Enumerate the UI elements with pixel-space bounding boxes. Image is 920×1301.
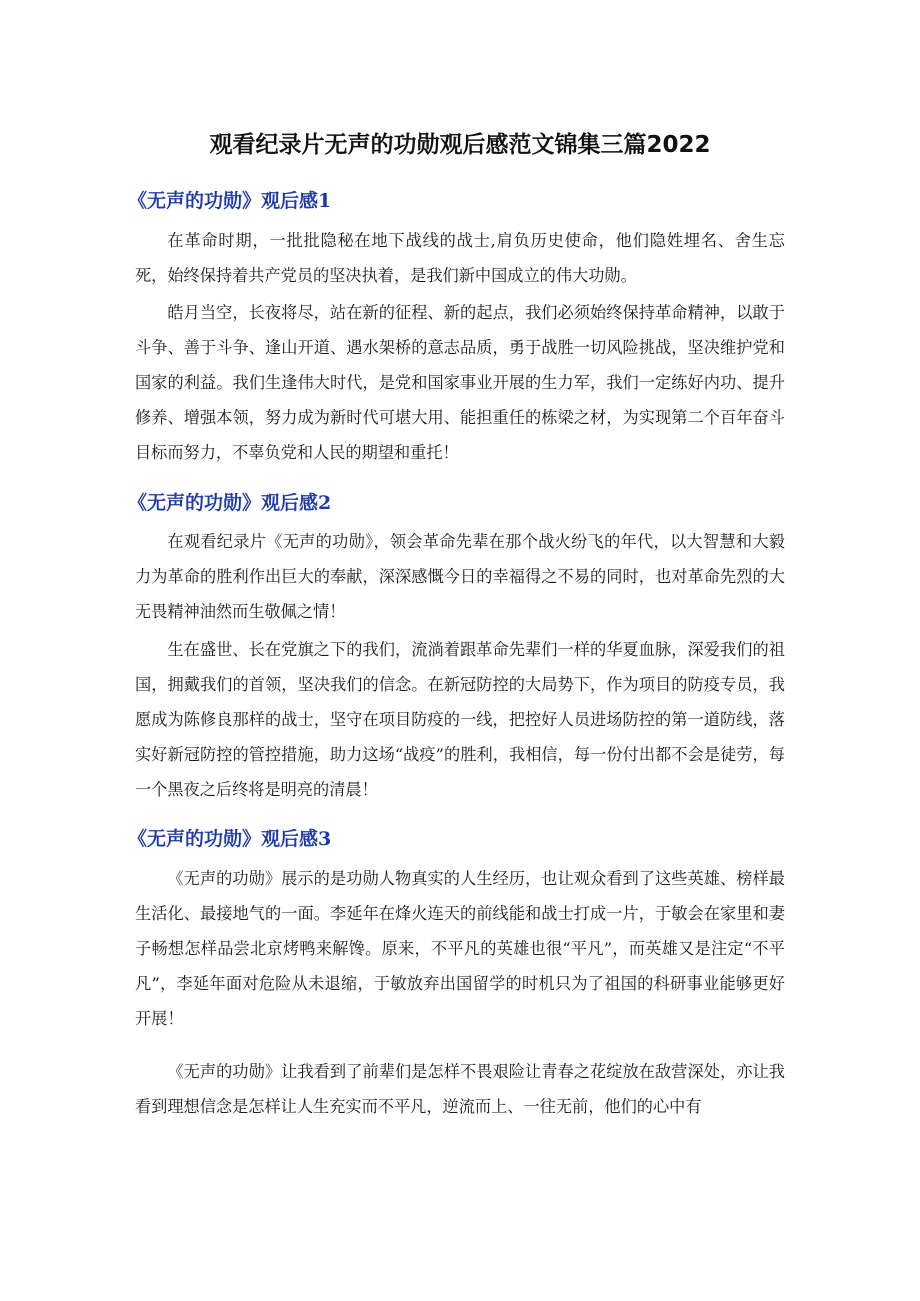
paragraph: 在革命时期，一批批隐秘在地下战线的战士,肩负历史使命，他们隐姓埋名、舍生忘死，始终保持着共产党员的坚决执着，是我们新中国成立的伟大功勋。 [135, 231, 785, 285]
paragraph: 《无声的功勋》展示的是功勋人物真实的人生经历，也让观众看到了这些英雄、榜样最生活化、最接地气的一面。李延年在烽火连天的前线能和战士打成一片，于敏会在家里和妻子畅想怎样品尝北京烤鸭来解馋。原来，不平凡的英雄也很“平凡”，而英雄又是注定“不平凡”，李延年面对危险从未退缩，于敏放弃出国留学的时机只为了祖国的科研事业能够更好开展！ [135, 869, 785, 1028]
document-title: 观看纪录片无声的功勋观后感范文锦集三篇2022 [209, 132, 711, 158]
paragraph: 在观看纪录片《无声的功勋》，领会革命先辈在那个战火纷飞的年代，以大智慧和大毅力为革命的胜利作出巨大的奉献，深深感慨今日的幸福得之不易的同时，也对革命先烈的大无畏精神油然而生敬佩之情！ [135, 532, 785, 621]
paragraph: 生在盛世、长在党旗之下的我们，流淌着跟革命先辈们一样的华夏血脉，深爱我们的祖国，拥戴我们的首领，坚决我们的信念。在新冠防控的大局势下，作为项目的防疫专员，我愿成为陈修良那样的战士，坚守在项目防疫的一线，把控好人员进场防控的第一道防线，落实好新冠防控的管控措施，助力这场“战疫”的胜利，我相信，每一份付出都不会是徒劳，每一个黑夜之后终将是明亮的清晨！ [135, 640, 785, 799]
paragraph: 《无声的功勋》让我看到了前辈们是怎样不畏艰险让青春之花绽放在敌营深处，亦让我看到理想信念是怎样让人生充实而不平凡，逆流而上、一往无前，他们的心中有 [135, 1062, 785, 1116]
paragraph: 皓月当空，长夜将尽，站在新的征程、新的起点，我们必须始终保持革命精神，以敢于斗争、善于斗争、逢山开道、遇水架桥的意志品质，勇于战胜一切风险挑战，坚决维护党和国家的利益。我们生逢伟大时代，是党和国家事业开展的生力军，我们一定练好内功、提升修养、增强本领，努力成为新时代可堪大用、能担重任的栋梁之材，为实现第二个百年奋斗目标而努力，不辜负党和人民的期望和重托！ [135, 303, 785, 462]
section-heading-2: 《无声的功勋》观后感2 [128, 492, 332, 514]
section-heading-3: 《无声的功勋》观后感3 [128, 828, 332, 850]
section-heading-1: 《无声的功勋》观后感1 [128, 190, 332, 212]
